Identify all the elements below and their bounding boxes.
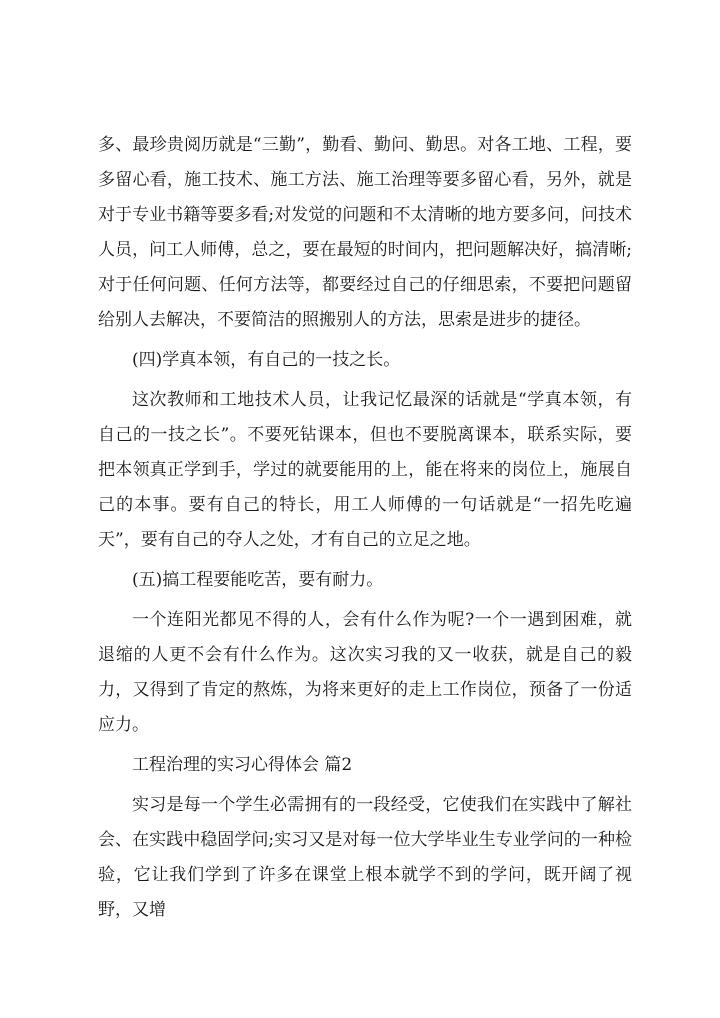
paragraph-real-skills: 这次教师和工地技术人员，让我记忆最深的话就是“学真本领，有自己的一技之长”。不要死钻课本，但也不要脱离课本，联系实际，要把本领真正学到手，学过的就要能用的上，能在将来的岗位上，施展自己的本事。要有自己的特长，用工人师傅的一句话就是“一招先吃遍天”，要有自己的夺人之处，才有自己的立足之地。 — [98, 390, 632, 550]
heading-section-four: (四)学真本领，有自己的一技之长。 — [132, 350, 401, 370]
paragraph-endurance: 一个连阳光都见不得的人，会有什么作为呢?一个一遇到困难，就退缩的人更不会有什么作为。这次实习我的又一收获，就是自己的毅力，又得到了肯定的熬炼，为将来更好的走上工作岗位，预备了一份适应力。 — [98, 610, 632, 735]
article-title-part-two: 工程治理的实习心得体会 篇2 — [132, 755, 353, 775]
paragraph-three-diligences: 多、最珍贵阅历就是“三勤”，勤看、勤问、勤思。对各工地、工程，要多留心看，施工技术、施工方法、施工治理等要多留心看，另外，就是对于专业书籍等要多看;对发觉的问题和不太清晰的地方要多问，问技术人员，问工人师傅，总之，要在最短的时间内，把问题解决好，搞清晰;对于任何问题、任何方法等，都要经过自己的仔细思索，不要把问题留给别人去解决，不要简洁的照搬别人的方法，思索是进步的捷径。 — [98, 135, 632, 330]
paragraph-internship-intro: 实习是每一个学生必需拥有的一段经受，它使我们在实践中了解社会、在实践中稳固学问;实习又是对每一位大学毕业生专业学问的一种检验，它让我们学到了许多在课堂上根本就学不到的学问，既开阔了视野，又增 — [98, 795, 632, 920]
heading-section-five: (五)搞工程要能吃苦，要有耐力。 — [132, 570, 384, 590]
document-body — [98, 128, 632, 928]
